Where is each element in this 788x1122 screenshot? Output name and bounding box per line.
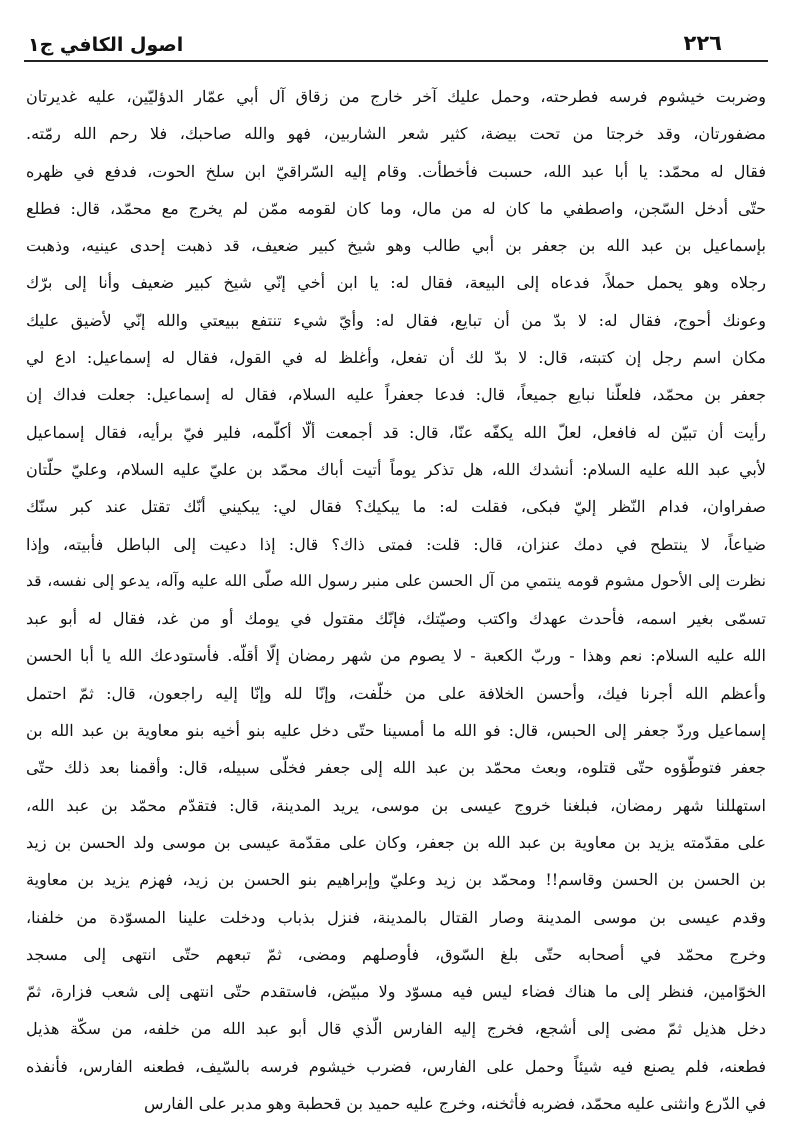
text-line: في الدّرع وانثنى عليه محمّد، فضربه فأثخنه، وخرج عليه حميد بن قحطبة وهو مدبر على الفارس bbox=[143, 1094, 766, 1114]
text-line: نظرت إلى الأحول مشوم قومه ينتمي من آل الحسن على منبر رسول الله صلّى الله عليه وآله، يدعو إلى نفسه، قد bbox=[26, 571, 766, 590]
text-line: وقدم عيسى بن موسى المدينة وصار القتال بالمدينة، فنزل بذباب ودخلت علينا المسوّدة من خلفنا، bbox=[26, 907, 766, 927]
text-line: لأبي عبد الله عليه السلام: أنشدك الله، هل تذكر يوماً أتيت أباك محمّد بن عليّ عليه السلام، وعليّ حلّتان bbox=[26, 459, 766, 479]
text-line: فطعنه، فلم يصنع فيه شيئاً وحمل على الفارس، فضرب خيشوم فرسه بالسّيف، فطعنه الفارس، فأنفذه bbox=[26, 1056, 766, 1076]
text-line: حتّى أدخل السّجن، واصطفي ما كان له من مال، وما كان لقومه ممّن لم يخرج مع محمّد، قال: فطلع bbox=[26, 198, 766, 218]
page-header bbox=[24, 28, 768, 62]
page-number: ٢٢٦ bbox=[683, 31, 722, 55]
text-line: تسمّى بغير اسمه، فأحدث عهدك واكتب وصيّتك، فإنّك مقتول في يومك أو من غد، فقال له أبو عبد bbox=[26, 609, 766, 629]
text-line: دخل هذيل ثمّ مضى إلى أشجع، فخرج إليه الفارس الّذي قال أبو عبد الله من خلفه، من سكّة هذيل bbox=[26, 1019, 766, 1039]
text-line: صفراوان، فدام النّظر إليّ فبكى، فقلت له: ما يبكيك؟ فقال لي: يبكيني أنّك تقتل عند كبر سنّك bbox=[26, 497, 766, 517]
book-title: اصول الكافي ج١ bbox=[28, 34, 184, 56]
text-line: وعونك أحوج، فقال له: لا بدّ من أن تبايع، فقال له: وأيّ شيء تنتفع ببيعتي والله إنّي لأضيق عليك bbox=[26, 310, 766, 330]
text-line: مكان اسم رجل إن كتبته، قال: لا بدّ لك أن تفعل، وأغلظ له في القول، فقال له إسماعيل: ادع لي bbox=[26, 348, 766, 368]
header-rule bbox=[24, 60, 768, 62]
text-line: رجلاه وهو يحمل حملاً، فدعاه إلى البيعة، فقال له: يا ابن أخي إنّي شيخ كبير ضعيف وأنا إلى برّك bbox=[26, 273, 766, 293]
text-line: إسماعيل وردّ جعفر إلى الحبس، قال: فو الله ما أمسينا حتّى دخل عليه بنو أخيه بنو معاوية بن عبد الله بن bbox=[26, 721, 766, 741]
text-line: بإسماعيل بن عبد الله بن جعفر بن أبي طالب وهو شيخ كبير ضعيف، قد ذهبت إحدى عينيه، وذهبت bbox=[26, 236, 766, 256]
text-line: استهللنا شهر رمضان، فبلغنا خروج عيسى بن موسى، يريد المدينة، قال: فتقدّم محمّد بن عبد الله، bbox=[26, 795, 766, 815]
text-line: رأيت أن تبيّن له فافعل، لعلّ الله يكفّه عنّا، قال: قد أجمعت ألّا أكلّمه، فلير فيّ برأيه، فقال إسماعيل bbox=[26, 422, 766, 442]
text-line: الخوّامين، فنظر إلى ما هناك فضاء ليس فيه مسوّد ولا مبيّض، فاستقدم حتّى انتهى إلى شعب فزارة، ثمّ bbox=[26, 982, 766, 1002]
text-line: الله عليه السلام: نعم وهذا - وربّ الكعبة - لا يصوم من شهر رمضان إلّا أقلّه. فأستودعك الله يا أبا الحسن bbox=[26, 646, 766, 666]
text-line: على مقدّمته يزيد بن معاوية بن عبد الله بن جعفر، وكان على مقدّمة عيسى بن موسى ولد الحسن بن زيد bbox=[26, 832, 766, 852]
text-line: وضربت خيشوم فرسه فطرحته، وحمل عليك آخر خارج من زقاق آل أبي عمّار الدؤليّين، عليه غديرتان bbox=[26, 87, 766, 106]
text-line: وأعظم الله أجرنا فيك، وأحسن الخلافة على من خلّفت، وإنّا لله وإنّا إليه راجعون، قال: ثمّ احتمل bbox=[26, 683, 766, 703]
text-line: بن الحسن بن الحسن وقاسم!! ومحمّد بن زيد وعليّ وإبراهيم بنو الحسن بن زيد، فهزم يزيد بن معاوية bbox=[26, 870, 766, 890]
text-line: مضفورتان، وقد خرجتا من تحت بيضة، كثير شعر الشاربين، فهو والله صاحبك، فلا رحم الله رمّته. bbox=[26, 124, 766, 144]
text-line: فقال له محمّد: يا أبا عبد الله، حسبت فأخطأت. وقام إليه السّراقيّ ابن سلخ الحوت، فدفع في ظهره bbox=[26, 161, 766, 181]
text-line: جعفر بن محمّد، فلعلّنا نبايع جميعاً، قال: فدعا جعفراً عليه السلام، فقال له إسماعيل: جعلت فداك إن bbox=[26, 385, 766, 405]
text-line: وخرج محمّد في أصحابه حتّى بلغ السّوق، فأوصلهم ومضى، ثمّ تبعهم حتّى انتهى إلى مسجد bbox=[26, 944, 766, 964]
body-text bbox=[26, 78, 766, 1122]
text-line: ضياعاً، لا ينتطح في دمك عنزان، قال: قلت: فمتى ذاك؟ قال: إذا دعيت إلى الباطل فأبيته، وإذا bbox=[26, 534, 766, 554]
text-line: جعفر فتوطّؤوه حتّى قتلوه، وبعث محمّد بن عبد الله إلى جعفر فخلّى سبيله، قال: وأقمنا بعد ذلك حتّى bbox=[26, 758, 766, 778]
